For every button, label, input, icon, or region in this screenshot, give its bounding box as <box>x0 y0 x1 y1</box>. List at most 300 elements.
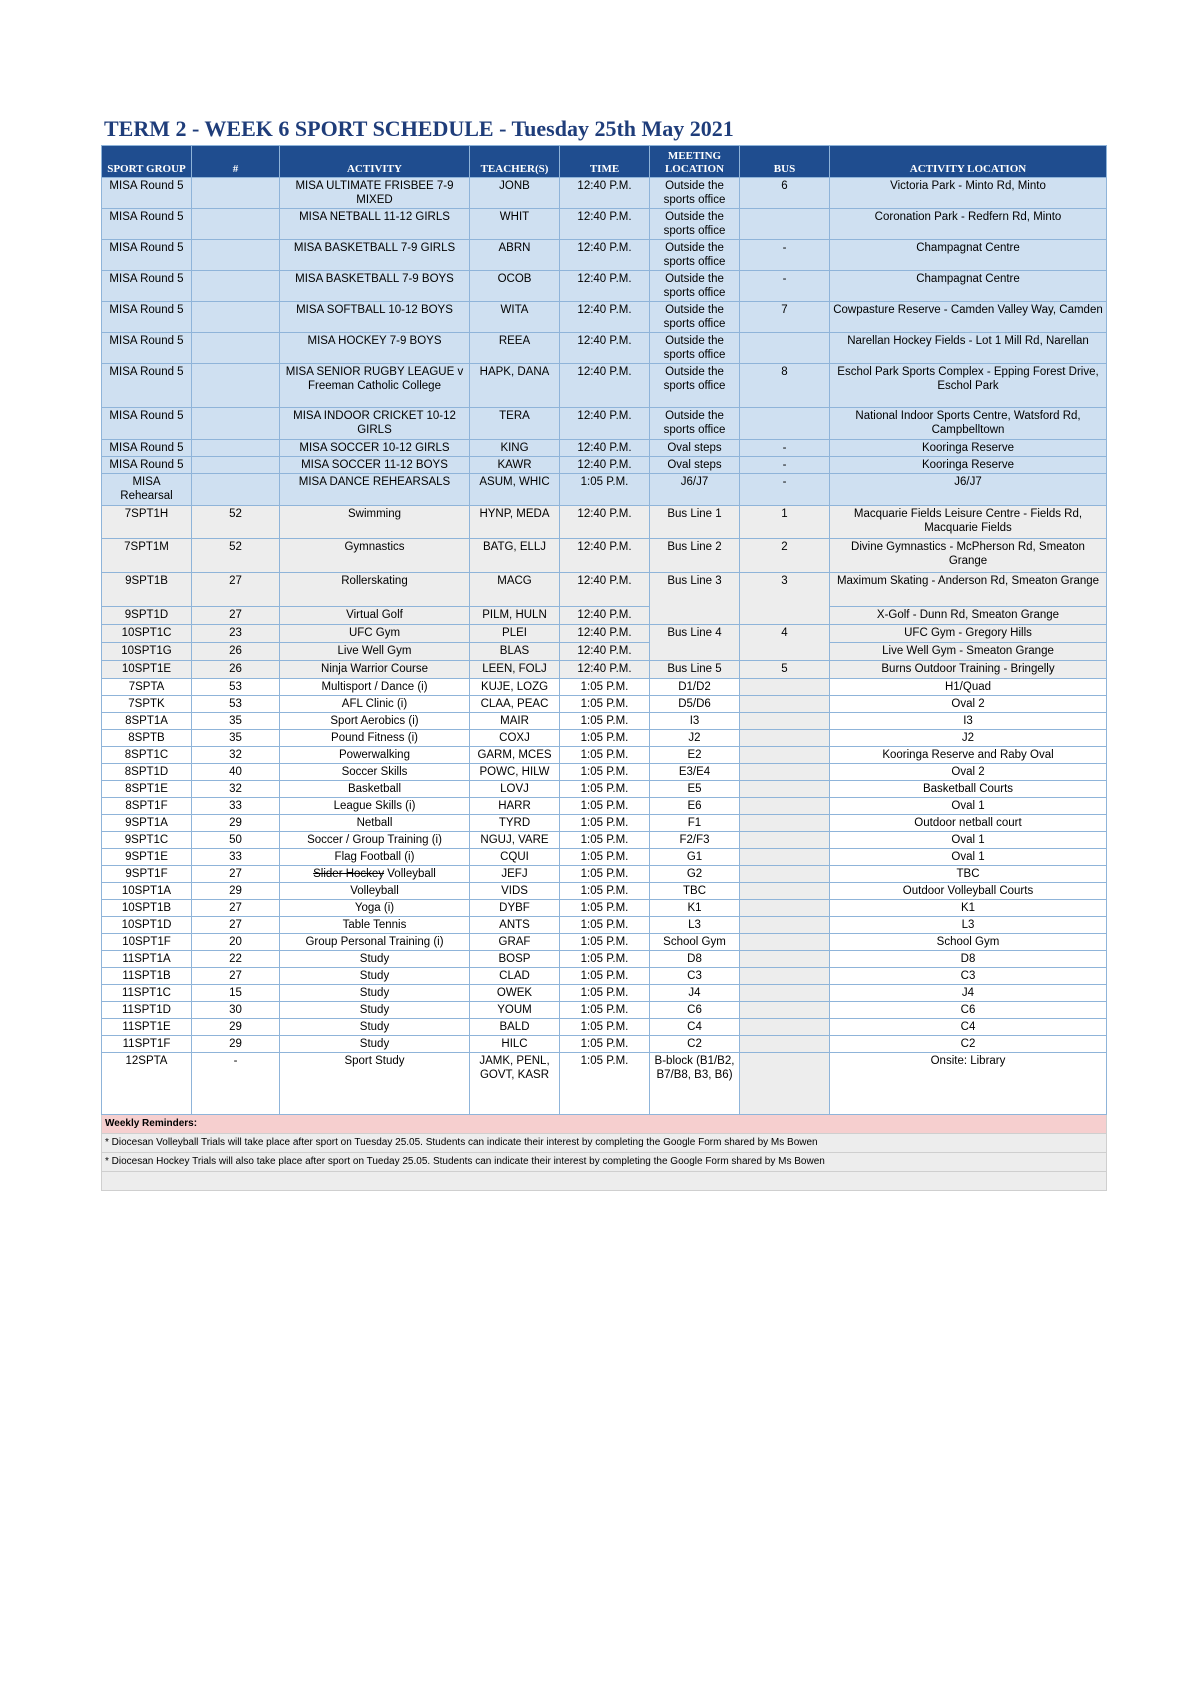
meeting-location: Bus Line 2 <box>650 539 740 573</box>
activity-location: Burns Outdoor Training - Bringelly <box>830 661 1107 679</box>
meeting-location: C3 <box>650 968 740 985</box>
activity-location: Narellan Hockey Fields - Lot 1 Mill Rd, Narellan <box>830 333 1107 364</box>
header-activity: ACTIVITY <box>280 146 470 178</box>
bus-number: 8 <box>740 364 830 408</box>
sport-group: 8SPT1A <box>102 713 192 730</box>
student-count: 52 <box>192 539 280 573</box>
teachers: LOVJ <box>470 781 560 798</box>
activity: Live Well Gym <box>280 643 470 661</box>
student-count: 26 <box>192 661 280 679</box>
activity: MISA SOCCER 11-12 BOYS <box>280 457 470 474</box>
sport-group: 7SPTK <box>102 696 192 713</box>
activity: Soccer / Group Training (i) <box>280 832 470 849</box>
table-row <box>102 539 1107 573</box>
bus-number <box>740 747 830 764</box>
student-count: 30 <box>192 1002 280 1019</box>
bus-number: - <box>740 440 830 457</box>
teachers: YOUM <box>470 1002 560 1019</box>
activity-location: Basketball Courts <box>830 781 1107 798</box>
meeting-location: F2/F3 <box>650 832 740 849</box>
student-count: 53 <box>192 679 280 696</box>
meeting-location: J2 <box>650 730 740 747</box>
sport-group: MISA Round 5 <box>102 178 192 209</box>
table-row <box>102 1019 1107 1036</box>
activity-location: Kooringa Reserve <box>830 440 1107 457</box>
teachers: MACG <box>470 573 560 607</box>
bus-number <box>740 832 830 849</box>
activity-location: Cowpasture Reserve - Camden Valley Way, Camden <box>830 302 1107 333</box>
sport-group: 11SPT1D <box>102 1002 192 1019</box>
activity: Pound Fitness (i) <box>280 730 470 747</box>
time: 12:40 P.M. <box>560 539 650 573</box>
student-count: 33 <box>192 798 280 815</box>
student-count <box>192 178 280 209</box>
table-row <box>102 985 1107 1002</box>
activity: Swimming <box>280 506 470 539</box>
time: 1:05 P.M. <box>560 474 650 506</box>
bus-number: 1 <box>740 506 830 539</box>
meeting-location: D5/D6 <box>650 696 740 713</box>
table-row <box>102 883 1107 900</box>
time: 12:40 P.M. <box>560 333 650 364</box>
bus-number <box>740 679 830 696</box>
activity-location: Outdoor netball court <box>830 815 1107 832</box>
page-title: TERM 2 - WEEK 6 SPORT SCHEDULE - Tuesday 25th May 2021 <box>104 116 734 141</box>
activity: MISA HOCKEY 7-9 BOYS <box>280 333 470 364</box>
time: 1:05 P.M. <box>560 849 650 866</box>
table-row <box>102 696 1107 713</box>
meeting-location: Bus Line 1 <box>650 506 740 539</box>
table-row <box>102 573 1107 607</box>
table-row <box>102 178 1107 209</box>
meeting-location: TBC <box>650 883 740 900</box>
time: 12:40 P.M. <box>560 302 650 333</box>
bus-number: 5 <box>740 661 830 679</box>
meeting-location: E5 <box>650 781 740 798</box>
time: 1:05 P.M. <box>560 985 650 1002</box>
teachers: POWC, HILW <box>470 764 560 781</box>
table-row <box>102 900 1107 917</box>
student-count <box>192 457 280 474</box>
table-row <box>102 625 1107 643</box>
bus-number <box>740 781 830 798</box>
teachers: KING <box>470 440 560 457</box>
student-count <box>192 474 280 506</box>
table-row <box>102 408 1107 440</box>
header-time: TIME <box>560 146 650 178</box>
activity-location: K1 <box>830 900 1107 917</box>
table-row <box>102 968 1107 985</box>
study-and-reminders <box>102 1053 1107 1191</box>
bus-number <box>740 1002 830 1019</box>
teachers: CLAA, PEAC <box>470 696 560 713</box>
table-row <box>102 679 1107 696</box>
header-activity-location: ACTIVITY LOCATION <box>830 146 1107 178</box>
sport-group: 9SPT1D <box>102 607 192 625</box>
activity-location: Oval 1 <box>830 849 1107 866</box>
time: 1:05 P.M. <box>560 883 650 900</box>
teachers: GRAF <box>470 934 560 951</box>
sport-group: 9SPT1C <box>102 832 192 849</box>
activity-location: J4 <box>830 985 1107 1002</box>
activity-location: C2 <box>830 1036 1107 1053</box>
meeting-location: Outside the sports office <box>650 209 740 240</box>
activity: MISA BASKETBALL 7-9 GIRLS <box>280 240 470 271</box>
time: 1:05 P.M. <box>560 679 650 696</box>
bus-number <box>740 900 830 917</box>
student-count: 27 <box>192 573 280 607</box>
time: 12:40 P.M. <box>560 440 650 457</box>
bus-number <box>740 333 830 364</box>
time: 12:40 P.M. <box>560 209 650 240</box>
student-count: 22 <box>192 951 280 968</box>
teachers: BOSP <box>470 951 560 968</box>
activity-location: C3 <box>830 968 1107 985</box>
activity: MISA SENIOR RUGBY LEAGUE v Freeman Catholic College <box>280 364 470 408</box>
time: 1:05 P.M. <box>560 900 650 917</box>
sport-group: 11SPT1C <box>102 985 192 1002</box>
time: 12:40 P.M. <box>560 364 650 408</box>
teachers: TERA <box>470 408 560 440</box>
meeting-location: E6 <box>650 798 740 815</box>
teachers: ABRN <box>470 240 560 271</box>
student-count: 15 <box>192 985 280 1002</box>
meeting-location: J4 <box>650 985 740 1002</box>
sport-schedule-table <box>101 145 1107 1191</box>
sport-group: 10SPT1A <box>102 883 192 900</box>
table-row <box>102 474 1107 506</box>
activity: Gymnastics <box>280 539 470 573</box>
reminder-empty <box>102 1172 1107 1191</box>
activity-location: C4 <box>830 1019 1107 1036</box>
teachers: LEEN, FOLJ <box>470 661 560 679</box>
sport-group: 11SPT1A <box>102 951 192 968</box>
reminder-text: * Diocesan Hockey Trials will also take place after sport on Tueday 25.05. Students can indicate their interest by completing the Google Form shared by Ms Bowen <box>102 1153 1107 1172</box>
sport-group: MISA Rehearsal <box>102 474 192 506</box>
bus-number: 4 <box>740 625 830 661</box>
sport-group: 10SPT1F <box>102 934 192 951</box>
activity-location: Eschol Park Sports Complex - Epping Forest Drive, Eschol Park <box>830 364 1107 408</box>
activity-location: L3 <box>830 917 1107 934</box>
teachers: HYNP, MEDA <box>470 506 560 539</box>
bus-number <box>740 985 830 1002</box>
bus-number <box>740 1053 830 1115</box>
activity-location: School Gym <box>830 934 1107 951</box>
activity: MISA SOCCER 10-12 GIRLS <box>280 440 470 457</box>
sport-group: 8SPT1C <box>102 747 192 764</box>
time: 12:40 P.M. <box>560 573 650 607</box>
bus-number <box>740 798 830 815</box>
meeting-location: School Gym <box>650 934 740 951</box>
time: 12:40 P.M. <box>560 661 650 679</box>
bus-number <box>740 713 830 730</box>
student-count <box>192 364 280 408</box>
teachers: VIDS <box>470 883 560 900</box>
meeting-location: C2 <box>650 1036 740 1053</box>
activity: Study <box>280 1002 470 1019</box>
meeting-location: Bus Line 3 <box>650 573 740 625</box>
sport-group: MISA Round 5 <box>102 333 192 364</box>
meeting-location: D1/D2 <box>650 679 740 696</box>
teachers: JONB <box>470 178 560 209</box>
teachers: CLAD <box>470 968 560 985</box>
sport-group: 9SPT1A <box>102 815 192 832</box>
student-count: 35 <box>192 730 280 747</box>
bus-number: - <box>740 474 830 506</box>
bus-number <box>740 1019 830 1036</box>
student-count: 26 <box>192 643 280 661</box>
activity: Soccer Skills <box>280 764 470 781</box>
sport-group: 10SPT1C <box>102 625 192 643</box>
time: 1:05 P.M. <box>560 696 650 713</box>
reminder-row <box>102 1153 1107 1172</box>
bus-number: 3 <box>740 573 830 625</box>
activity: Study <box>280 1036 470 1053</box>
teachers: WITA <box>470 302 560 333</box>
activity: Basketball <box>280 781 470 798</box>
teachers: BALD <box>470 1019 560 1036</box>
sport-group: 8SPT1F <box>102 798 192 815</box>
teachers: DYBF <box>470 900 560 917</box>
meeting-location: E3/E4 <box>650 764 740 781</box>
sport-group: 8SPT1E <box>102 781 192 798</box>
activity-location: TBC <box>830 866 1107 883</box>
student-count: 35 <box>192 713 280 730</box>
time: 1:05 P.M. <box>560 1002 650 1019</box>
activity: Study <box>280 1019 470 1036</box>
bus-number: 2 <box>740 539 830 573</box>
header-number: # <box>192 146 280 178</box>
time: 1:05 P.M. <box>560 764 650 781</box>
teachers: WHIT <box>470 209 560 240</box>
activity: AFL Clinic (i) <box>280 696 470 713</box>
meeting-location: Outside the sports office <box>650 178 740 209</box>
activity-location: I3 <box>830 713 1107 730</box>
sport-group: 10SPT1G <box>102 643 192 661</box>
table-row <box>102 1002 1107 1019</box>
time: 1:05 P.M. <box>560 798 650 815</box>
activity-location: D8 <box>830 951 1107 968</box>
activity-location: Coronation Park - Redfern Rd, Minto <box>830 209 1107 240</box>
teachers: PILM, HULN <box>470 607 560 625</box>
reminder-row <box>102 1172 1107 1191</box>
activity: Virtual Golf <box>280 607 470 625</box>
time: 1:05 P.M. <box>560 747 650 764</box>
student-count: 29 <box>192 1019 280 1036</box>
table-row <box>102 271 1107 302</box>
bus-number <box>740 866 830 883</box>
meeting-location: C4 <box>650 1019 740 1036</box>
activity-struck: Slider Hockey <box>313 868 385 880</box>
activity-location: Victoria Park - Minto Rd, Minto <box>830 178 1107 209</box>
sport-group: 11SPT1E <box>102 1019 192 1036</box>
sport-group: 7SPT1M <box>102 539 192 573</box>
table-row <box>102 866 1107 883</box>
sport-group: 8SPTB <box>102 730 192 747</box>
activity: Rollerskating <box>280 573 470 607</box>
student-count: 27 <box>192 968 280 985</box>
header-bus: BUS <box>740 146 830 178</box>
student-count: 53 <box>192 696 280 713</box>
bus-number: - <box>740 457 830 474</box>
table-row <box>102 815 1107 832</box>
teachers: MAIR <box>470 713 560 730</box>
student-count <box>192 240 280 271</box>
bus-number: - <box>740 271 830 302</box>
activity-location: Live Well Gym - Smeaton Grange <box>830 643 1107 661</box>
activity: Multisport / Dance (i) <box>280 679 470 696</box>
sport-group: 10SPT1B <box>102 900 192 917</box>
activity: Flag Football (i) <box>280 849 470 866</box>
table-row <box>102 457 1107 474</box>
table-row <box>102 747 1107 764</box>
bus-number <box>740 209 830 240</box>
student-count: 23 <box>192 625 280 643</box>
teachers: JAMK, PENL, GOVT, KASR <box>470 1053 560 1115</box>
sport-group: 8SPT1D <box>102 764 192 781</box>
table-row <box>102 764 1107 781</box>
student-count <box>192 209 280 240</box>
activity-location: J2 <box>830 730 1107 747</box>
student-count: 27 <box>192 917 280 934</box>
sport-group: MISA Round 5 <box>102 440 192 457</box>
student-count: 40 <box>192 764 280 781</box>
student-count <box>192 333 280 364</box>
meeting-location: Outside the sports office <box>650 240 740 271</box>
meeting-location: Oval steps <box>650 440 740 457</box>
sport-group: 9SPT1F <box>102 866 192 883</box>
table-header-row <box>102 146 1107 178</box>
time: 12:40 P.M. <box>560 607 650 625</box>
teachers: ANTS <box>470 917 560 934</box>
activity-location: Oval 1 <box>830 798 1107 815</box>
student-count: 52 <box>192 506 280 539</box>
activity-location: J6/J7 <box>830 474 1107 506</box>
teachers: BLAS <box>470 643 560 661</box>
table-row <box>102 506 1107 539</box>
sport-group: 10SPT1E <box>102 661 192 679</box>
onsite-rows <box>102 679 1107 1053</box>
bus-number <box>740 815 830 832</box>
sport-group: 12SPTA <box>102 1053 192 1115</box>
bus-number <box>740 408 830 440</box>
sport-group: 9SPT1B <box>102 573 192 607</box>
time: 12:40 P.M. <box>560 625 650 643</box>
bus-number <box>740 883 830 900</box>
activity-location: Kooringa Reserve <box>830 457 1107 474</box>
activity: Netball <box>280 815 470 832</box>
activity: Ninja Warrior Course <box>280 661 470 679</box>
activity-location: Oval 2 <box>830 764 1107 781</box>
meeting-location: C6 <box>650 1002 740 1019</box>
student-count: 27 <box>192 607 280 625</box>
meeting-location: F1 <box>650 815 740 832</box>
student-count <box>192 302 280 333</box>
meeting-location: E2 <box>650 747 740 764</box>
teachers: REEA <box>470 333 560 364</box>
meeting-location: Outside the sports office <box>650 271 740 302</box>
bus-number <box>740 951 830 968</box>
teachers: HILC <box>470 1036 560 1053</box>
teachers: OWEK <box>470 985 560 1002</box>
activity: UFC Gym <box>280 625 470 643</box>
activity: League Skills (i) <box>280 798 470 815</box>
table-row <box>102 333 1107 364</box>
activity-location: Champagnat Centre <box>830 271 1107 302</box>
time: 1:05 P.M. <box>560 832 650 849</box>
table-row <box>102 440 1107 457</box>
sport-group: 7SPT1H <box>102 506 192 539</box>
bus-number <box>740 934 830 951</box>
activity <box>280 866 470 883</box>
activity: Study <box>280 951 470 968</box>
table-row <box>102 781 1107 798</box>
time: 1:05 P.M. <box>560 1019 650 1036</box>
time: 1:05 P.M. <box>560 815 650 832</box>
sport-group: MISA Round 5 <box>102 240 192 271</box>
misa-rows <box>102 178 1107 506</box>
sport-group: MISA Round 5 <box>102 408 192 440</box>
activity: Study <box>280 968 470 985</box>
student-count: 29 <box>192 815 280 832</box>
time: 12:40 P.M. <box>560 643 650 661</box>
reminder-text: * Diocesan Volleyball Trials will take place after sport on Tuesday 25.05. Students can indicate their interest by completing the Google Form shared by Ms Bowen <box>102 1134 1107 1153</box>
table-row <box>102 209 1107 240</box>
sport-group: 7SPTA <box>102 679 192 696</box>
meeting-location: I3 <box>650 713 740 730</box>
activity: Sport Study <box>280 1053 470 1115</box>
header-teachers: TEACHER(S) <box>470 146 560 178</box>
reminders-heading: Weekly Reminders: <box>102 1115 1107 1134</box>
teachers: TYRD <box>470 815 560 832</box>
meeting-location: Outside the sports office <box>650 408 740 440</box>
table-row <box>102 917 1107 934</box>
student-count: 27 <box>192 866 280 883</box>
activity: Table Tennis <box>280 917 470 934</box>
activity: MISA INDOOR CRICKET 10-12 GIRLS <box>280 408 470 440</box>
table-row <box>102 661 1107 679</box>
table-row <box>102 364 1107 408</box>
header-meeting-location: MEETING LOCATION <box>650 146 740 178</box>
time: 1:05 P.M. <box>560 781 650 798</box>
bus-rows <box>102 506 1107 679</box>
time: 12:40 P.M. <box>560 408 650 440</box>
table-row <box>102 643 1107 661</box>
time: 12:40 P.M. <box>560 506 650 539</box>
bus-number <box>740 1036 830 1053</box>
teachers: HAPK, DANA <box>470 364 560 408</box>
bus-number <box>740 696 830 713</box>
time: 1:05 P.M. <box>560 1053 650 1115</box>
activity: Group Personal Training (i) <box>280 934 470 951</box>
meeting-location: Bus Line 4 <box>650 625 740 661</box>
time: 1:05 P.M. <box>560 917 650 934</box>
meeting-location: L3 <box>650 917 740 934</box>
student-count: 29 <box>192 883 280 900</box>
meeting-location: Outside the sports office <box>650 333 740 364</box>
activity-location: Champagnat Centre <box>830 240 1107 271</box>
activity: Yoga (i) <box>280 900 470 917</box>
meeting-location: G1 <box>650 849 740 866</box>
reminders-heading-row <box>102 1115 1107 1134</box>
teachers: ASUM, WHIC <box>470 474 560 506</box>
activity-location: Oval 2 <box>830 696 1107 713</box>
table-row <box>102 1036 1107 1053</box>
sport-group: MISA Round 5 <box>102 457 192 474</box>
activity: Powerwalking <box>280 747 470 764</box>
time: 1:05 P.M. <box>560 730 650 747</box>
sport-group: MISA Round 5 <box>102 209 192 240</box>
